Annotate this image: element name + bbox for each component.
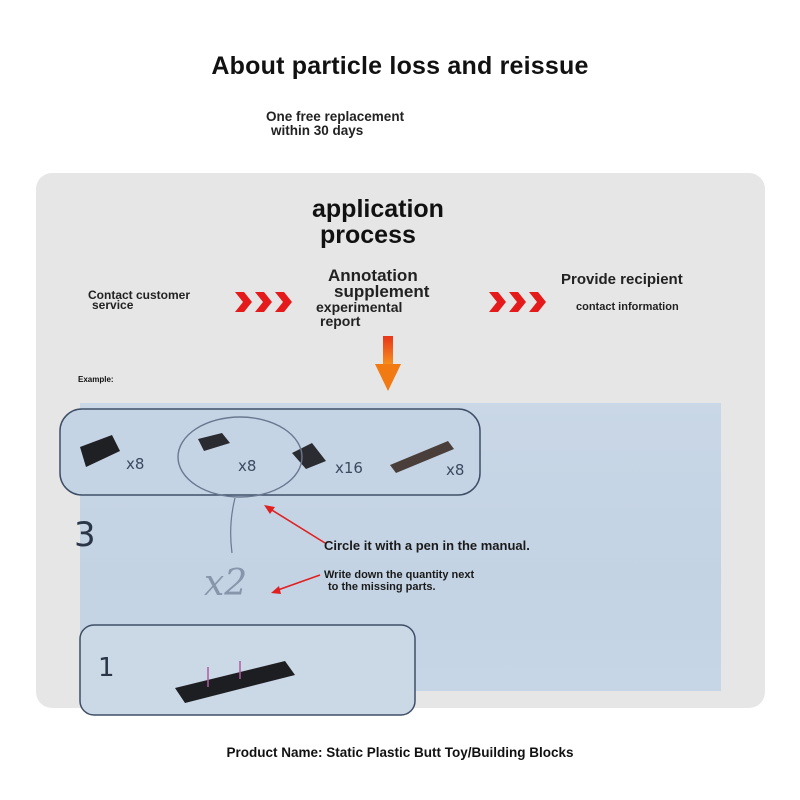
quantity-label: x16 bbox=[335, 459, 363, 477]
manual-photo bbox=[74, 403, 721, 691]
quantity-label: x8 bbox=[238, 457, 257, 475]
handwritten-quantity: x2 bbox=[204, 563, 248, 604]
step2-title-line-2: supplement bbox=[334, 282, 430, 301]
step2-body-line-1: experimental bbox=[316, 299, 403, 315]
annotation-circle-part: Circle it with a pen in the manual. bbox=[324, 538, 530, 553]
quantity-label: x8 bbox=[126, 455, 145, 473]
example-label: Example: bbox=[78, 375, 114, 384]
step1-line-2: service bbox=[92, 298, 134, 312]
step2-title-line-1: Annotation bbox=[328, 266, 418, 285]
replacement-note-line-1: One free replacement bbox=[266, 109, 405, 124]
step2-body-line-2: report bbox=[320, 313, 361, 329]
process-heading-line-2: process bbox=[320, 221, 416, 249]
step-number: 1 bbox=[98, 653, 115, 683]
annotation-line-1: Write down the quantity next bbox=[324, 569, 475, 581]
product-name: Product Name: Static Plastic Butt Toy/Building Blocks bbox=[226, 745, 574, 760]
step-annotation-supplement bbox=[328, 268, 429, 300]
step-experimental-report bbox=[316, 300, 402, 328]
chevron-arrows-icon-2 bbox=[489, 292, 547, 312]
step-contact-information: contact information bbox=[576, 301, 679, 313]
page-title: About particle loss and reissue bbox=[211, 52, 589, 80]
process-heading bbox=[312, 196, 444, 248]
step-number: 3 bbox=[74, 515, 96, 555]
step-provide-recipient: Provide recipient bbox=[561, 271, 683, 288]
next-step-panel bbox=[80, 625, 415, 715]
replacement-note bbox=[266, 110, 404, 138]
step-contact-service bbox=[88, 290, 190, 310]
annotation-line-2: to the missing parts. bbox=[328, 581, 436, 593]
quantity-label: x8 bbox=[446, 461, 465, 479]
chevron-arrows-icon-1 bbox=[235, 292, 293, 312]
process-heading-line-1: application bbox=[312, 195, 444, 223]
down-arrow-icon bbox=[375, 336, 401, 392]
annotation-write-quantity bbox=[324, 569, 474, 593]
step1-line-1: Contact customer bbox=[88, 288, 191, 302]
replacement-note-line-2: within 30 days bbox=[271, 123, 364, 138]
